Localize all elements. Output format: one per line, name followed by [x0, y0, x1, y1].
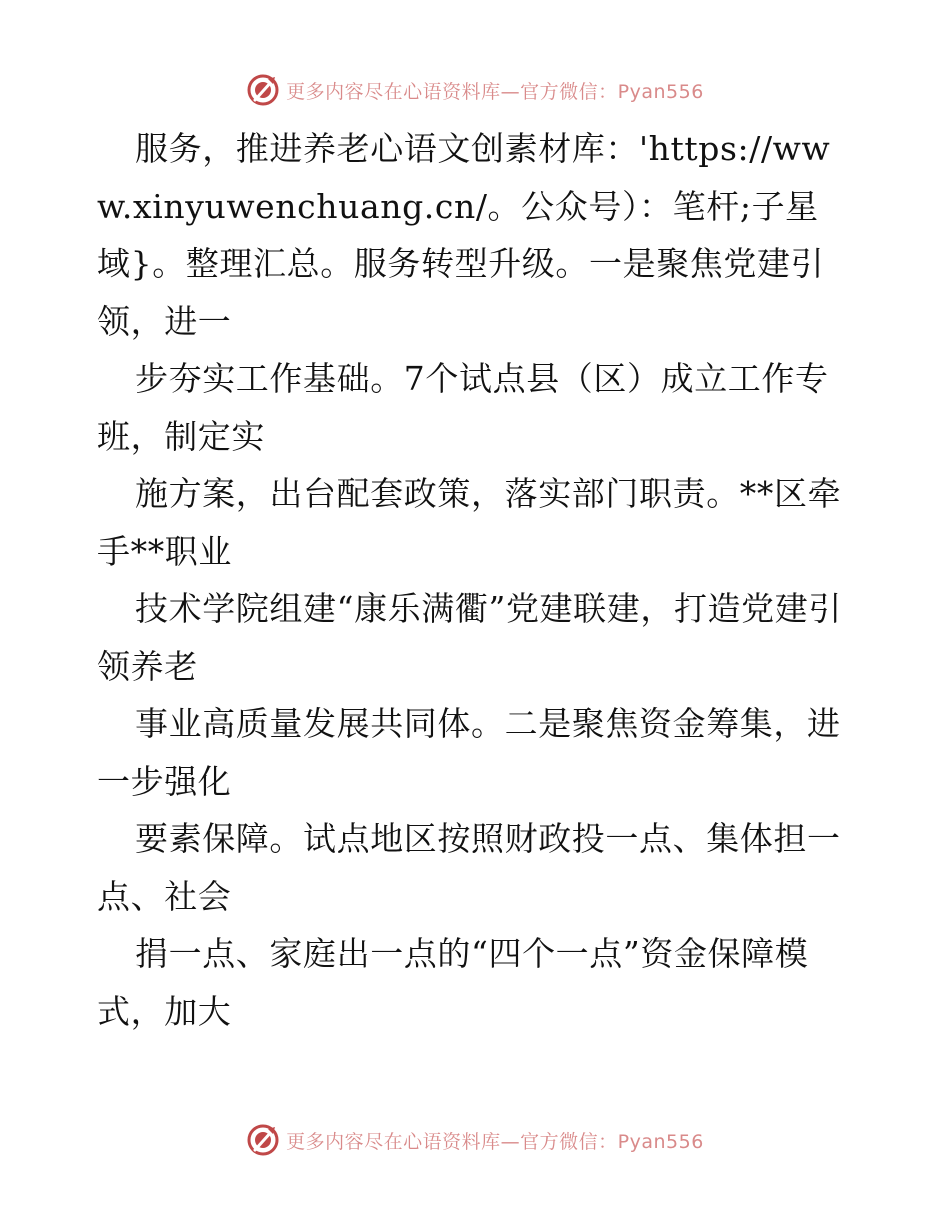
paragraph: 捐一点、家庭出一点的“四个一点”资金保障模式，加大: [97, 934, 809, 1031]
pen-circle-logo-icon: [246, 1123, 280, 1157]
footer-watermark: [0, 1120, 950, 1160]
paragraph: 服务，推进养老心语文创素材库：'https://www.xinyuwenchuang.cn/。公众号）：笔杆;子星域}。整理汇总。服务转型升级。一是聚焦党建引领，进一: [97, 129, 831, 341]
watermark-text: 更多内容尽在心语资料库—官方微信：Pyan556: [286, 1130, 704, 1153]
pen-circle-logo-icon: [246, 73, 280, 107]
document-body: [97, 120, 857, 1040]
paragraph: 施方案，出台配套政策，落实部门职责。**区牵手**职业: [97, 474, 842, 571]
header-watermark: [0, 70, 950, 110]
paragraph: 步夯实工作基础。7个试点县（区）成立工作专班，制定实: [97, 359, 829, 456]
paragraph: 要素保障。试点地区按照财政投一点、集体担一点、社会: [97, 819, 841, 916]
paragraph: 事业高质量发展共同体。二是聚焦资金筹集，进一步强化: [97, 704, 841, 801]
paragraph: 技术学院组建“康乐满衢”党建联建，打造党建引领养老: [97, 589, 842, 686]
watermark-text: 更多内容尽在心语资料库—官方微信：Pyan556: [286, 80, 704, 103]
